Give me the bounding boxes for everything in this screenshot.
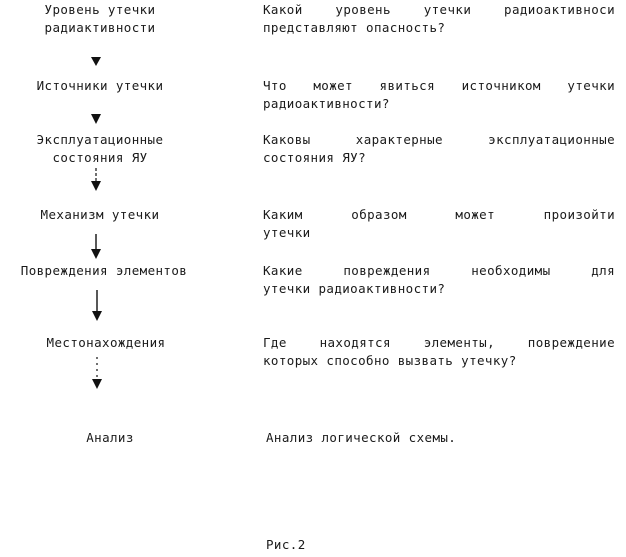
arrow-down-5	[92, 290, 102, 321]
question-leak-sources	[263, 77, 615, 113]
question-analysis-line-1: Анализ логической схемы.	[266, 430, 457, 445]
question-element-damage-line-2: утечки радиоактивности?	[263, 281, 446, 296]
stage-leak-level-line-1: Уровень утечки	[44, 2, 156, 17]
question-leak-mechanism-line-1: Каким образом может произойти	[263, 207, 615, 222]
stage-leak-mechanism-line-1: Механизм утечки	[40, 207, 160, 222]
question-leak-sources-line-2: радиоактивности?	[263, 96, 390, 111]
arrow-down-6	[92, 357, 102, 389]
stage-analysis	[10, 429, 210, 447]
arrow-down-2	[91, 114, 101, 124]
question-operating-states	[263, 131, 615, 167]
stage-leak-level-line-2: радиактивности	[44, 20, 156, 35]
stage-analysis-line-1: Анализ	[86, 430, 134, 445]
stage-element-damage	[0, 262, 214, 280]
stage-leak-mechanism	[0, 206, 200, 224]
stage-leak-level	[0, 1, 200, 37]
stage-operating-states	[0, 131, 200, 167]
question-leak-level	[263, 1, 615, 37]
stage-leak-sources	[0, 77, 200, 95]
question-leak-sources-line-1: Что может явиться источником утечки	[263, 78, 615, 93]
question-locations-line-1: Где находятся элементы, повреждение	[263, 335, 615, 350]
question-leak-level-line-1: Какой уровень утечки радиоактивноси	[263, 2, 615, 17]
figure-caption: Рис.2	[266, 537, 306, 552]
question-leak-level-line-2: представляют опасность?	[263, 20, 446, 35]
question-locations	[263, 334, 615, 370]
question-locations-line-2: которых способно вызвать утечку?	[263, 353, 517, 368]
stage-locations-line-1: Местонахождения	[46, 335, 166, 350]
question-analysis	[266, 429, 618, 447]
stage-locations	[6, 334, 206, 352]
question-operating-states-line-1: Каковы характерные эксплуатационные	[263, 132, 615, 147]
arrow-down-3	[91, 168, 101, 191]
stage-operating-states-line-1: Эксплуатационные	[36, 132, 164, 147]
stage-operating-states-line-2: состояния ЯУ	[52, 150, 148, 165]
stage-element-damage-line-1: Повреждения элементов	[20, 263, 188, 278]
stage-leak-sources-line-1: Источники утечки	[36, 78, 164, 93]
question-element-damage-line-1: Какие повреждения необходимы для	[263, 263, 615, 278]
arrow-down-4	[91, 234, 101, 259]
question-leak-mechanism-line-2: утечки	[263, 225, 311, 240]
arrow-down-1	[91, 57, 101, 66]
question-leak-mechanism	[263, 206, 615, 242]
question-element-damage	[263, 262, 615, 298]
question-operating-states-line-2: состояния ЯУ?	[263, 150, 367, 165]
